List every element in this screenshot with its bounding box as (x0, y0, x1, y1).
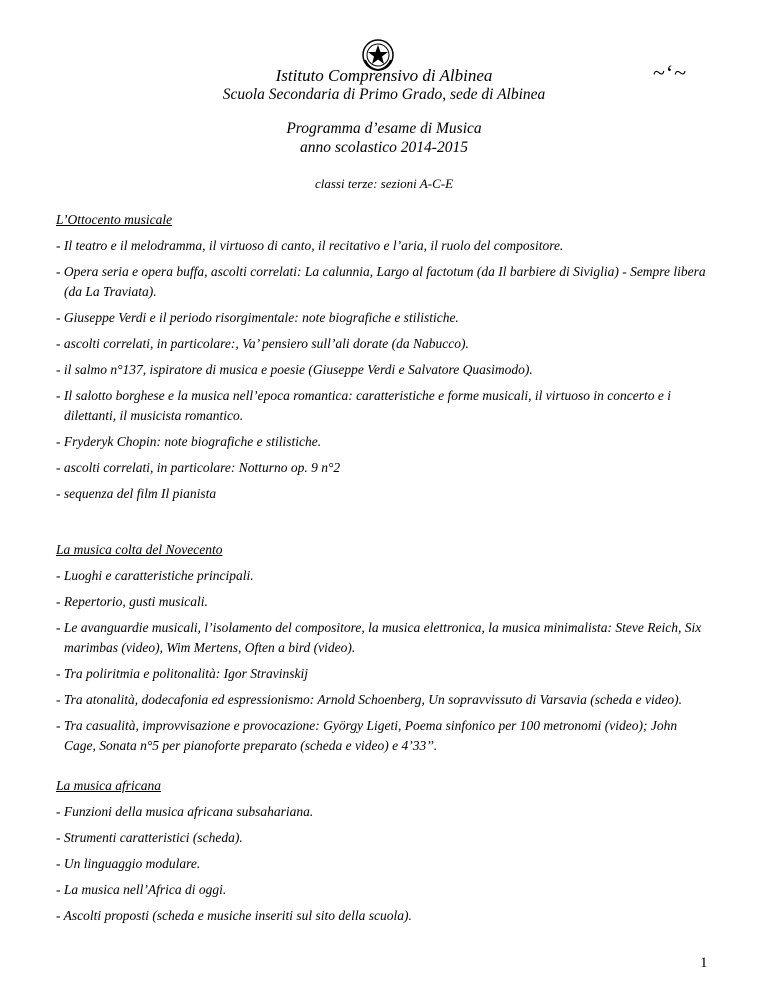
list-item-text: - ascolti correlati, in particolare:, Va’ pensiero sull’ali dorate (da Nabucco). (56, 336, 469, 351)
list-item-continuation: Cage, Sonata n°5 per pianoforte preparato (scheda e video) e 4’33’’. (64, 738, 438, 753)
list-item-continuation: marimbas (video), Wim Mertens, Often a bird (video). (64, 640, 356, 655)
list-item-text: - Il salotto borghese e la musica nell’epoca romantica: caratteristiche e forme musicali, il virtuoso in concerto e i (56, 388, 672, 403)
list-item-continuation: dilettanti, il musicista romantico. (64, 408, 244, 423)
section (56, 776, 736, 926)
list-item (56, 880, 736, 900)
section (56, 540, 736, 756)
list-item-text: - Ascolti proposti (scheda e musiche inseriti sul sito della scuola). (56, 908, 412, 923)
classes-label: classi terze: sezioni A-C-E (314, 176, 454, 191)
program-title-line: Programma d’esame di Musica (286, 120, 482, 137)
list-item-text: - Giuseppe Verdi e il periodo risorgimentale: note biografiche e stilistiche. (56, 310, 459, 325)
list-item-text: - il salmo n°137, ispiratore di musica e poesie (Giuseppe Verdi e Salvatore Quasimodo). (56, 362, 533, 377)
list-item-text: - ascolti correlati, in particolare: Notturno op. 9 n°2 (56, 460, 341, 475)
list-item (56, 386, 736, 426)
list-item-text: - La musica nell’Africa di oggi. (56, 882, 227, 897)
list-item (56, 802, 736, 822)
list-item (56, 308, 736, 328)
list-item (56, 618, 736, 658)
list-item (56, 664, 736, 684)
list-item-text: - Strumenti caratteristici (scheda). (56, 830, 243, 845)
list-item (56, 458, 736, 478)
section (56, 210, 736, 504)
section-title: L’Ottocento musicale (56, 212, 173, 227)
list-item (56, 360, 736, 380)
list-item (56, 906, 736, 926)
list-item-text: - Opera seria e opera buffa, ascolti correlati: La calunnia, Largo al factotum (da Il barbiere di Siviglia) - Sempre libera (56, 264, 706, 279)
list-item (56, 716, 736, 756)
list-item-text: - Funzioni della musica africana subsahariana. (56, 804, 314, 819)
section-title: La musica colta del Novecento (56, 542, 223, 557)
list-item (56, 690, 736, 710)
school-name: Istituto Comprensivo di Albinea (275, 66, 493, 85)
list-item (56, 854, 736, 874)
list-item (56, 566, 736, 586)
list-item-continuation: (da La Traviata). (64, 284, 157, 299)
list-item (56, 262, 736, 302)
list-item-text: - Repertorio, gusti musicali. (56, 594, 208, 609)
list-item-text: - Fryderyk Chopin: note biografiche e stilistiche. (56, 434, 322, 449)
program-content (56, 210, 736, 926)
list-item-text: - sequenza del film Il pianista (56, 486, 217, 501)
list-item (56, 432, 736, 452)
list-item (56, 236, 736, 256)
page-number: 1 (700, 955, 708, 971)
list-item (56, 592, 736, 612)
school-year: anno scolastico 2014-2015 (300, 139, 468, 156)
list-item-text: - Le avanguardie musicali, l’isolamento del compositore, la musica elettronica, la musica minimalista: Steve Reich, Six (56, 620, 702, 635)
list-item-text: - Un linguaggio modulare. (56, 856, 201, 871)
list-item-text: - Tra casualità, improvvisazione e provocazione: György Ligeti, Poema sinfonico per 100 metronomi (video); John (56, 718, 678, 733)
list-item-text: - Tra poliritmia e politonalità: Igor Stravinskij (56, 666, 309, 681)
program-title (0, 119, 768, 157)
section-title: La musica africana (56, 778, 162, 793)
school-subtitle: Scuola Secondaria di Primo Grado, sede di Albinea (222, 86, 546, 103)
list-item-text: - Il teatro e il melodramma, il virtuoso di canto, il recitativo e l’aria, il ruolo del compositore. (56, 238, 564, 253)
list-item-text: - Tra atonalità, dodecafonia ed espressionismo: Arnold Schoenberg, Un sopravvissuto di Varsavia (scheda e video). (56, 692, 683, 707)
list-item-text: - Luoghi e caratteristiche principali. (56, 568, 254, 583)
list-item (56, 484, 736, 504)
list-item (56, 334, 736, 354)
corner-mark: ~ʻ~ (653, 60, 688, 85)
list-item (56, 828, 736, 848)
